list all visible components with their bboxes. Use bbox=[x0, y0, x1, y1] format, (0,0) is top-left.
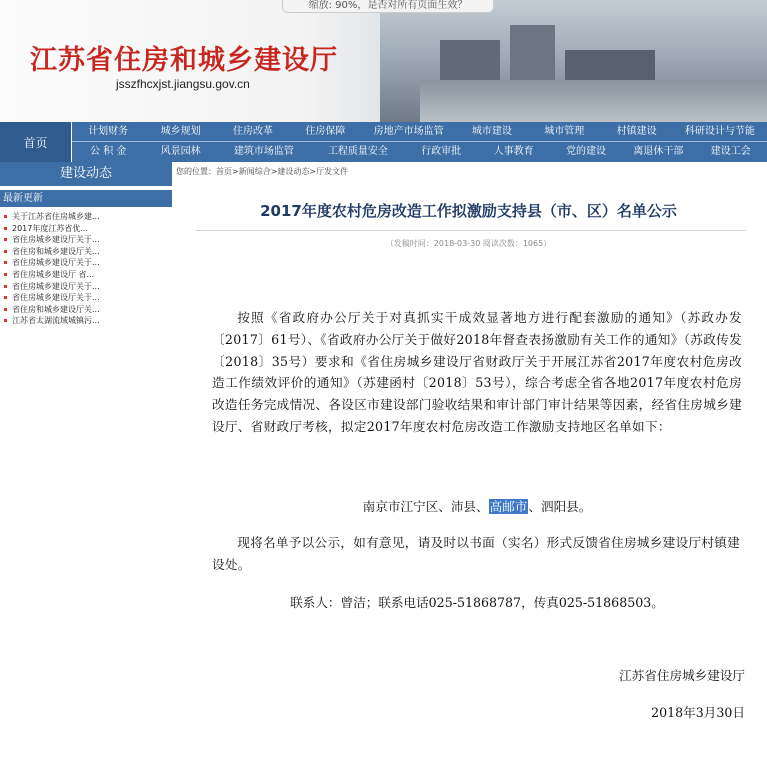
zoom-notice: 缩放: 90%，是否对所有页面生效？ bbox=[282, 0, 494, 13]
sidebar-link[interactable]: 2017年度江苏省优... bbox=[0, 223, 172, 235]
county-list-text: 南京市江宁区、沛县、 bbox=[362, 499, 489, 514]
article-paragraph: 按照《省政府办公厅关于对真抓实干成效显著地方进行配套激励的通知》（苏政办发〔2017〕61号）、《省政府办公厅关于做好2018年督查表扬激励有关工作的通知》（苏政传发〔2018〕35号）要求和《省住房城乡建设厅省财政厅关于开展江苏省2017年度农村危房改造工作绩效评价的通知》（苏建函村〔2018〕53号），综合考虑全省各地2017年度农村危房改造任务完成情况、各设区市建设部门验收结果和审计部门审计结果等因素，经省住房城乡建设厅、省财政厅考核，拟定2017年度农村危房改造工作激励支持地区名单如下： bbox=[212, 310, 742, 434]
banner-photo-road bbox=[420, 80, 767, 122]
contact-info: 联系人：曾洁；联系电话025-51868787，传真025-51868503。 bbox=[290, 595, 664, 610]
nav-item[interactable]: 建筑市场监管 bbox=[233, 146, 294, 157]
nav-item[interactable]: 行政审批 bbox=[421, 146, 462, 157]
site-title: 江苏省住房和城乡建设厅 bbox=[30, 45, 338, 76]
sidebar-link[interactable]: 江苏省太湖流域城镇污... bbox=[0, 315, 172, 327]
nav-item[interactable]: 离退休干部 bbox=[633, 146, 684, 157]
sidebar-link[interactable]: 省住房城乡建设厅关于... bbox=[0, 292, 172, 304]
breadcrumb: 您的位置：首页>新闻综合>建设动态>厅发文件 bbox=[176, 167, 349, 176]
article-paragraph: 现将名单予以公示，如有意见，请及时以书面（实名）形式反馈省住房城乡建设厅村镇建设处。 bbox=[212, 535, 741, 572]
nav-item[interactable]: 住房改革 bbox=[232, 126, 273, 137]
banner-photo-building bbox=[510, 25, 555, 85]
nav-item[interactable]: 城市建设 bbox=[471, 126, 512, 137]
sidebar-link[interactable]: 关于江苏省住房城乡建... bbox=[0, 211, 172, 223]
nav-item[interactable]: 城乡规划 bbox=[160, 126, 201, 137]
banner-photo-building bbox=[440, 40, 500, 85]
nav-item[interactable]: 房地产市场监管 bbox=[373, 126, 444, 137]
sidebar-link[interactable]: 省住房和城乡建设厅关... bbox=[0, 304, 172, 316]
nav-item[interactable]: 风景园林 bbox=[160, 146, 201, 157]
article-meta: （发稿时间：2018-03-30 阅读次数：1065） bbox=[385, 239, 552, 248]
sidebar bbox=[0, 162, 172, 327]
main-nav bbox=[0, 122, 767, 162]
nav-item[interactable]: 建设工会 bbox=[710, 146, 751, 157]
article-title: 2017年度农村危房改造工作拟激励支持县（市、区）名单公示 bbox=[260, 202, 677, 220]
nav-row-1 bbox=[72, 122, 767, 142]
signature-date: 2018年3月30日 bbox=[651, 705, 745, 720]
sidebar-link[interactable]: 省住房城乡建设厅关于... bbox=[0, 257, 172, 269]
nav-item[interactable]: 城市管理 bbox=[544, 126, 585, 137]
site-banner bbox=[0, 0, 767, 122]
nav-row-2 bbox=[72, 142, 767, 162]
nav-item[interactable]: 计划财务 bbox=[88, 126, 129, 137]
site-url: jsszfhcxjst.jiangsu.gov.cn bbox=[116, 77, 250, 91]
county-list-text: 、泗阳县。 bbox=[528, 499, 592, 514]
nav-item[interactable]: 党的建设 bbox=[565, 146, 606, 157]
sidebar-link[interactable]: 省住房城乡建设厅关于... bbox=[0, 234, 172, 246]
title-divider bbox=[196, 230, 746, 231]
nav-home[interactable]: 首页 bbox=[0, 122, 72, 162]
nav-item[interactable]: 公 积 金 bbox=[90, 146, 127, 157]
sidebar-subheading: 最新更新 bbox=[0, 190, 172, 207]
county-list bbox=[212, 496, 742, 515]
nav-item[interactable]: 工程质量安全 bbox=[327, 146, 388, 157]
sidebar-list bbox=[0, 211, 172, 327]
signature: 江苏省住房城乡建设厅 bbox=[619, 668, 745, 683]
sidebar-heading: 建设动态 bbox=[0, 162, 172, 186]
nav-item[interactable]: 人事教育 bbox=[493, 146, 534, 157]
sidebar-link[interactable]: 省住房城乡建设厅 省... bbox=[0, 269, 172, 281]
nav-item[interactable]: 村镇建设 bbox=[616, 126, 657, 137]
selected-text[interactable]: 高邮市 bbox=[489, 499, 528, 514]
sidebar-link[interactable]: 省住房城乡建设厅关于... bbox=[0, 281, 172, 293]
nav-item[interactable]: 住房保障 bbox=[305, 126, 346, 137]
sidebar-link[interactable]: 省住房和城乡建设厅关... bbox=[0, 246, 172, 258]
nav-item[interactable]: 科研设计与节能 bbox=[684, 126, 755, 137]
